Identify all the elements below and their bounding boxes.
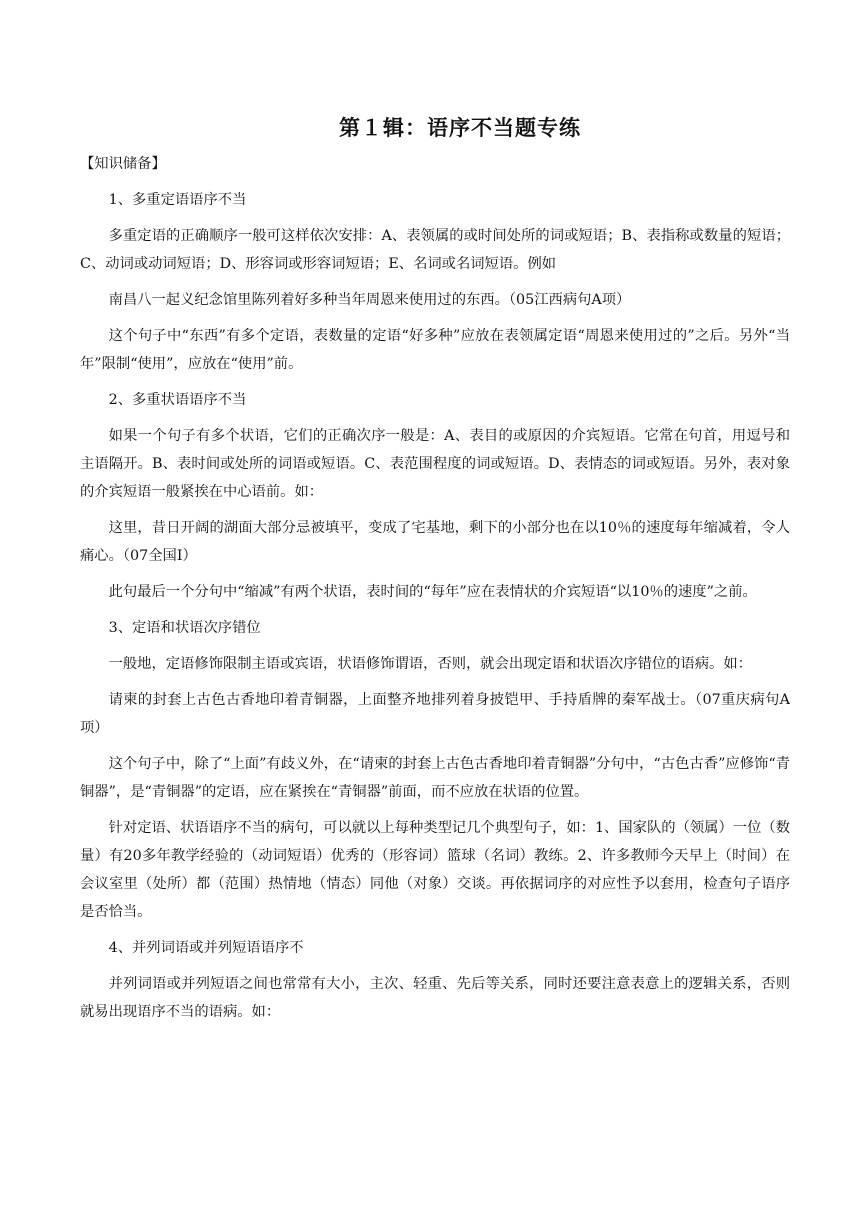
paragraph: 一般地，定语修饰限制主语或宾语，状语修饰谓语，否则，就会出现定语和状语次序错位的语病。如： bbox=[108, 656, 752, 672]
paragraph: 多重定语的正确顺序一般可这样依次安排：A、表领属的或时间处所的词或短语；B、表指称或数量的短语；C、动词或动词短语；D、形容词或形容词短语；E、名词或名词短语。例如 bbox=[80, 228, 790, 272]
paragraph-heading: 3、定语和状语次序错位 bbox=[108, 620, 261, 636]
page-title: 第１辑：语序不当题专练 bbox=[339, 116, 581, 140]
paragraph-heading: 2、多重状语语序不当 bbox=[108, 392, 247, 408]
paragraph-heading: 4、并列词语或并列短语语序不 bbox=[108, 940, 304, 956]
paragraph: 针对定语、状语语序不当的病句，可以就以上每种类型记几个典型句子，如：1、国家队的（领属）一位（数量）有20多年教学经验的（动词短语）优秀的（形容词）篮球（名词）教练。2、许多教师今天早上（时间）在会议室里（处所）都（范围）热情地（情态）同他（对象）交谈。再依据词序的对应性予以套用，检查句子语序是否恰当。 bbox=[80, 820, 790, 920]
paragraph: 如果一个句子有多个状语，它们的正确次序一般是：A、表目的或原因的介宾短语。它常在句首，用逗号和主语隔开。B、表时间或处所的词语或短语。C、表范围程度的词或短语。D、表情态的词或短语。另外，表对象的介宾短语一般紧挨在中心语前。如： bbox=[80, 428, 790, 500]
document-body bbox=[80, 150, 790, 1034]
paragraph: 这里，昔日开阔的湖面大部分忌被填平，变成了宅基地，剩下的小部分也在以10％的速度每年缩减着，令人痛心。（07全国Ⅰ） bbox=[80, 520, 790, 564]
paragraph: 这个句子中“东西”有多个定语，表数量的定语“好多种”应放在表领属定语“周恩来使用过的”之后。另外“当年”限制“使用”，应放在“使用”前。 bbox=[80, 328, 790, 372]
paragraph: 并列词语或并列短语之间也常常有大小，主次、轻重、先后等关系，同时还要注意表意上的逻辑关系，否则就易出现语序不当的语病。如： bbox=[80, 976, 790, 1020]
paragraph: 南昌八一起义纪念馆里陈列着好多种当年周恩来使用过的东西。（05江西病句A项） bbox=[108, 292, 631, 308]
paragraph-heading: 1、多重定语语序不当 bbox=[108, 192, 247, 208]
paragraph: 此句最后一个分句中“缩减”有两个状语，表时间的“每年”应在表情状的介宾短语“以10％的速度”之前。 bbox=[108, 584, 757, 600]
paragraph: 请柬的封套上古色古香地印着青铜器，上面整齐地排列着身披铠甲、手持盾牌的秦军战士。（07重庆病句A项） bbox=[80, 692, 790, 736]
paragraph: 这个句子中，除了“上面”有歧义外，在“请柬的封套上古色古香地印着青铜器”分句中，“古色古香”应修饰“青铜器”，是“青铜器”的定语，应在紧挨在“青铜器”前面，而不应放在状语的位置。 bbox=[80, 756, 790, 800]
section-label: 【知识储备】 bbox=[80, 156, 166, 172]
